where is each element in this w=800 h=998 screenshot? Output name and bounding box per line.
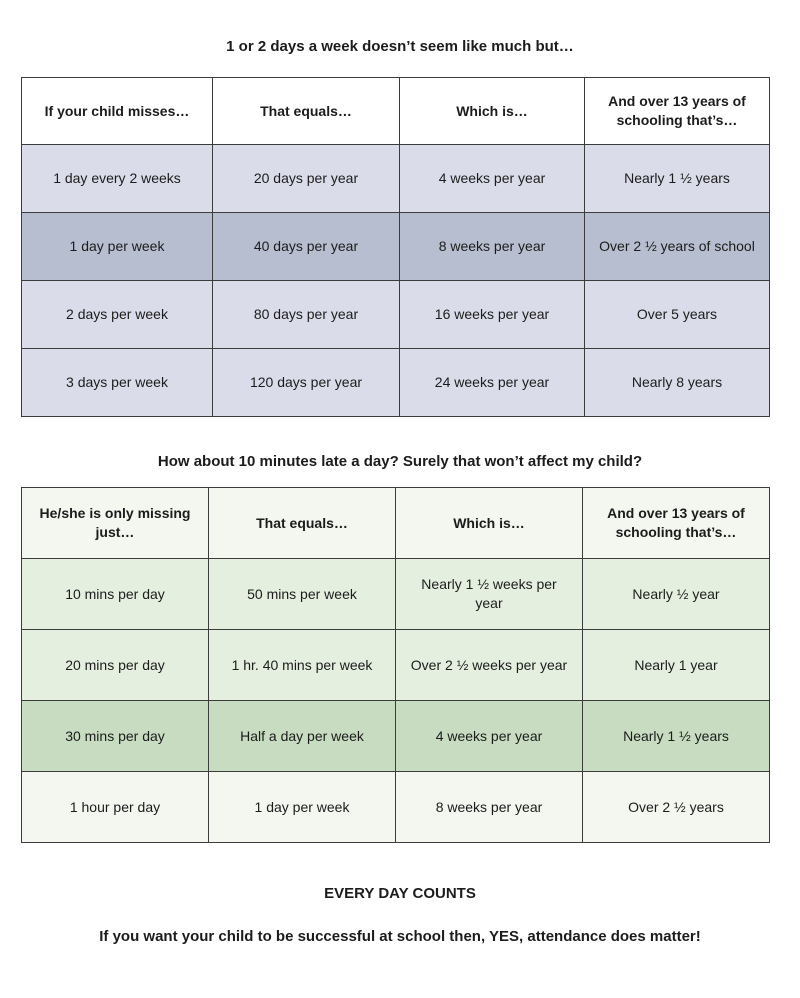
table-cell: 1 day per week <box>209 772 396 843</box>
days-missed-table <box>21 77 770 417</box>
table-cell: Nearly 1 ½ weeks per year <box>396 559 583 630</box>
table-cell: 40 days per year <box>213 213 400 281</box>
footer-message: If you want your child to be successful at school then, YES, attendance does matter! <box>99 928 701 945</box>
table-cell: Half a day per week <box>209 701 396 772</box>
column-header: And over 13 years of schooling that’s… <box>583 488 770 559</box>
table-cell: Nearly 1 year <box>583 630 770 701</box>
table-cell: 30 mins per day <box>22 701 209 772</box>
table-cell: 1 day every 2 weeks <box>22 145 213 213</box>
table-row <box>22 701 770 772</box>
table-header-row <box>22 488 770 559</box>
table-row <box>22 630 770 701</box>
table-row <box>22 145 770 213</box>
section1-heading: 1 or 2 days a week doesn’t seem like much but… <box>226 38 574 55</box>
table-cell: Over 2 ½ years of school <box>585 213 770 281</box>
table-cell: Nearly ½ year <box>583 559 770 630</box>
section2-heading: How about 10 minutes late a day? Surely that won’t affect my child? <box>157 453 643 470</box>
table-cell: 120 days per year <box>213 349 400 417</box>
table-cell: Nearly 8 years <box>585 349 770 417</box>
footer-title: EVERY DAY COUNTS <box>324 885 476 902</box>
table-cell: 8 weeks per year <box>396 772 583 843</box>
table-cell: Over 5 years <box>585 281 770 349</box>
minutes-late-table <box>21 487 770 843</box>
table-cell: 2 days per week <box>22 281 213 349</box>
table-cell: 1 hr. 40 mins per week <box>209 630 396 701</box>
table-cell: 50 mins per week <box>209 559 396 630</box>
table-cell: 1 hour per day <box>22 772 209 843</box>
table-cell: Nearly 1 ½ years <box>585 145 770 213</box>
table-row <box>22 559 770 630</box>
column-header: That equals… <box>209 488 396 559</box>
column-header: And over 13 years of schooling that’s… <box>585 78 770 145</box>
column-header: If your child misses… <box>22 78 213 145</box>
table-header-row <box>22 78 770 145</box>
table-cell: Over 2 ½ years <box>583 772 770 843</box>
table-cell: 20 mins per day <box>22 630 209 701</box>
column-header: He/she is only missing just… <box>22 488 209 559</box>
table-cell: Nearly 1 ½ years <box>583 701 770 772</box>
table-row <box>22 213 770 281</box>
table-cell: 16 weeks per year <box>400 281 585 349</box>
table-cell: 10 mins per day <box>22 559 209 630</box>
table-cell: 80 days per year <box>213 281 400 349</box>
table-cell: 20 days per year <box>213 145 400 213</box>
table-cell: 4 weeks per year <box>396 701 583 772</box>
table-row <box>22 772 770 843</box>
table-cell: 24 weeks per year <box>400 349 585 417</box>
table-cell: 3 days per week <box>22 349 213 417</box>
table-cell: Over 2 ½ weeks per year <box>396 630 583 701</box>
table-cell: 8 weeks per year <box>400 213 585 281</box>
table-cell: 1 day per week <box>22 213 213 281</box>
table-cell: 4 weeks per year <box>400 145 585 213</box>
table-row <box>22 349 770 417</box>
column-header: Which is… <box>400 78 585 145</box>
column-header: That equals… <box>213 78 400 145</box>
table-row <box>22 281 770 349</box>
column-header: Which is… <box>396 488 583 559</box>
